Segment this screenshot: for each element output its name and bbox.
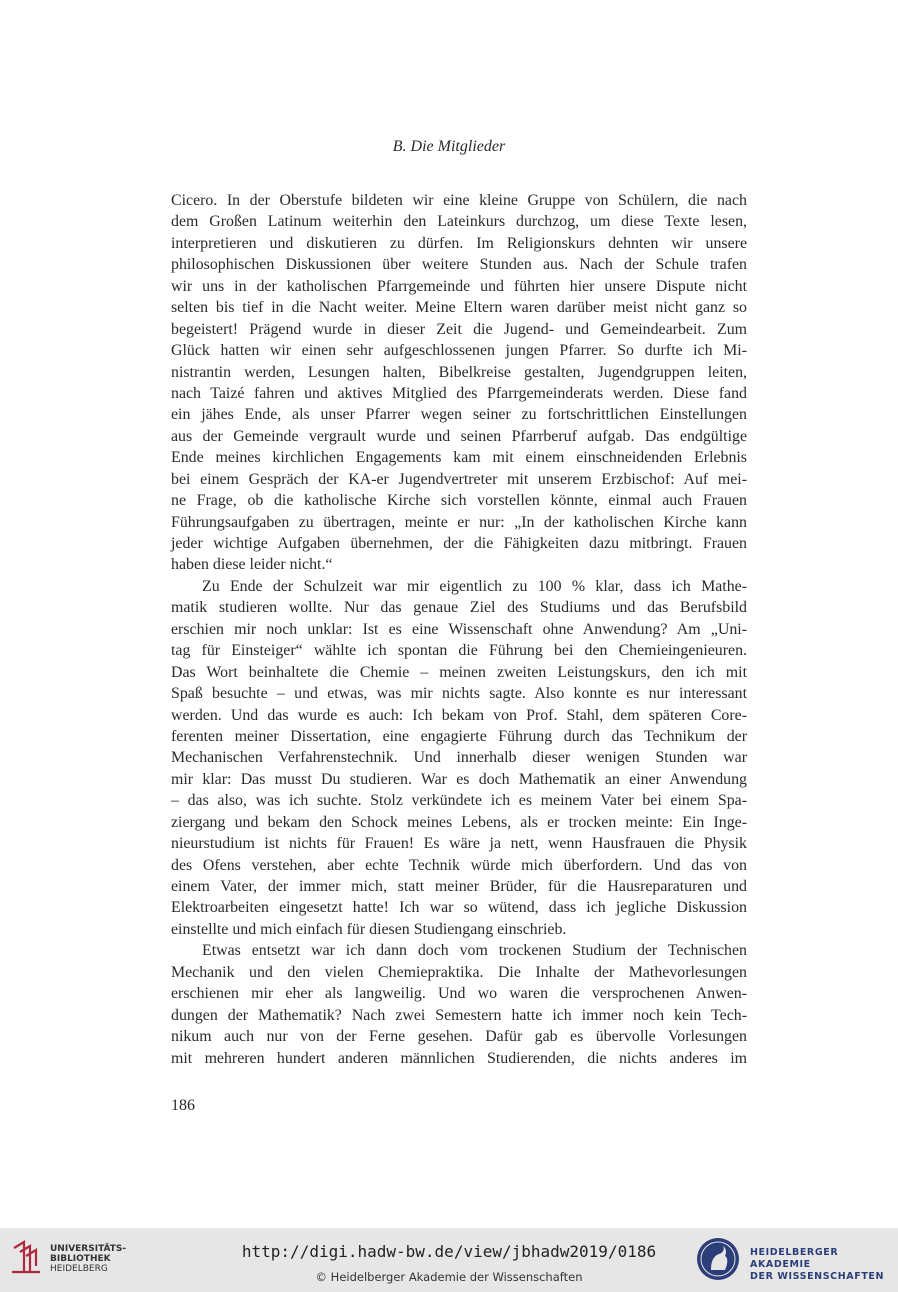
text-line: des Ofens verstehen, aber echte Technik würde mich überfordern. Und das von bbox=[171, 856, 747, 874]
text-line: philosophischen Diskussionen über weitere Stunden aus. Nach der Schule trafen bbox=[171, 256, 747, 274]
text-line: Mechanischen Verfahrenstechnik. Und innerhalb dieser wenigen Stunden war bbox=[171, 749, 747, 767]
text-line: nach Taizé fahren und aktives Mitglied des Pfarrgemeinderats werden. Diese fand bbox=[171, 384, 747, 402]
text-line: Führungsaufgaben zu übertragen, meinte er nur: „In der katholischen Kirche kann bbox=[171, 513, 747, 531]
text-line: Elektroarbeiten eingesetzt hatte! Ich war so wütend, dass ich jegliche Diskussion bbox=[171, 899, 747, 917]
text-line: einem Vater, der immer mich, statt meiner Brüder, für die Hausreparaturen und bbox=[171, 878, 747, 895]
text-line: erschienen mir eher als langweilig. Und wo waren die versprochenen Anwen- bbox=[171, 985, 747, 1003]
text-line: begeistert! Prägend wurde in dieser Zeit die Jugend- und Gemeindearbeit. Zum bbox=[171, 320, 747, 338]
text-line: jeder wichtige Aufgaben übernehmen, der die Fähigkeiten dazu mitbringt. Frauen bbox=[171, 535, 747, 552]
text-line: ne Frage, ob die katholische Kirche sich vorstellen könnte, einmal auch Frauen bbox=[171, 492, 747, 510]
academy-name-line: HEIDELBERGER AKADEMIE bbox=[750, 1247, 839, 1270]
text-line: Das Wort beinhaltete die Chemie – meinen zweiten Leistungskurs, den ich mit bbox=[171, 663, 747, 681]
footer-bar bbox=[0, 1228, 898, 1292]
text-line: dungen der Mathematik? Nach zwei Semestern hatte ich immer noch kein Tech- bbox=[171, 1006, 747, 1024]
library-name-line: UNIVERSITÄTS- bbox=[50, 1244, 127, 1254]
text-line: nistrantin werden, Lesungen halten, Bibelkreise gestalten, Jugendgruppen leiten, bbox=[171, 363, 747, 381]
text-line: nikum auch nur von der Ferne gesehen. Dafür gab es übervolle Vorlesungen bbox=[171, 1028, 747, 1046]
academy-seal-icon[interactable] bbox=[695, 1236, 741, 1282]
academy-name-line: DER WISSENSCHAFTEN bbox=[750, 1271, 885, 1282]
text-line: Mechanik und den vielen Chemiepraktika. Die Inhalte der Mathevorlesungen bbox=[171, 963, 747, 981]
text-line: einstellte und mich einfach für diesen Studiengang einschrieb. bbox=[171, 920, 567, 938]
library-name-line: BIBLIOTHEK bbox=[50, 1254, 111, 1264]
text-line: Spaß besuchte – und etwas, was mir nichts sagte. Also konnte es nur interessant bbox=[171, 685, 747, 703]
text-line: wir uns in der katholischen Pfarrgemeinde und führten hier unsere Dispute nicht bbox=[171, 277, 747, 295]
text-line: Glück hatten wir einen sehr aufgeschlossenen jungen Pfarrer. So durfte ich Mi- bbox=[171, 342, 747, 360]
text-line: Etwas entsetzt war ich dann doch vom trockenen Studium der Technischen bbox=[202, 942, 747, 960]
text-line: tag für Einsteiger“ wählte ich spontan die Führung bei den Chemieingenieuren. bbox=[171, 642, 747, 660]
text-line: Ende meines kirchlichen Engagements kam mit einem einschneidenden Erlebnis bbox=[171, 449, 747, 467]
running-head: B. Die Mitglieder bbox=[392, 138, 506, 155]
text-line: dem Großen Latinum weiterhin den Lateinkurs durchzog, um diese Texte lesen, bbox=[171, 213, 747, 231]
text-line: mir klar: Das musst Du studieren. War es doch Mathematik an einer Anwendung bbox=[171, 770, 747, 788]
text-line: ziergang und bekam den Schock meines Lebens, als er trocken meinte: Ein Inge- bbox=[171, 813, 747, 831]
text-line: ferenten meiner Dissertation, eine engagierte Führung durch das Technikum der bbox=[171, 727, 747, 745]
text-line: Cicero. In der Oberstufe bildeten wir eine kleine Gruppe von Schülern, die nach bbox=[171, 192, 747, 209]
text-line: interpretieren und diskutieren zu dürfen. Im Religionskurs dehnten wir unsere bbox=[171, 234, 747, 252]
copyright-notice: © Heidelberger Akademie der Wissenschaften bbox=[315, 1270, 583, 1284]
text-line: nieurstudium ist nichts für Frauen! Es wäre ja nett, wenn Hausfrauen die Physik bbox=[171, 835, 747, 853]
text-line: haben diese leider nicht.“ bbox=[171, 556, 333, 574]
text-line: mit mehreren hundert anderen männlichen Studierenden, die nichts anderes im bbox=[171, 1049, 747, 1067]
text-line: selten bis tief in die Nacht weiter. Meine Eltern waren darüber meist nicht ganz so bbox=[171, 299, 747, 317]
library-name-line: HEIDELBERG bbox=[50, 1264, 108, 1274]
text-line: erschien mir noch unklar: Ist es eine Wissenschaft ohne Anwendung? Am „Uni- bbox=[171, 620, 747, 638]
text-line: bei einem Gespräch der KA-er Jugendvertreter mit unserem Erzbischof: Auf mei- bbox=[171, 470, 747, 488]
academy-name bbox=[750, 1247, 898, 1283]
permalink-url[interactable]: http://digi.hadw-bw.de/view/jbhadw2019/0186 bbox=[241, 1242, 657, 1261]
body-text bbox=[171, 190, 747, 1069]
text-line: werden. Und das wurde es auch: Ich bekam von Prof. Stahl, dem späteren Core- bbox=[171, 706, 747, 724]
text-line: – das also, was ich suchte. Stolz verkündete ich es meinem Vater bei einem Spa- bbox=[171, 792, 747, 810]
page-number: 186 bbox=[171, 1097, 195, 1114]
text-line: matik studieren wollte. Nur das genaue Ziel des Studiums und das Berufsbild bbox=[171, 599, 747, 617]
text-line: ein jähes Ende, als unser Pfarrer wegen seiner zu fortschrittlichen Einstellungen bbox=[171, 406, 747, 424]
text-line: aus der Gemeinde vergrault wurde und seinen Pfarrberuf aufgab. Das endgültige bbox=[171, 427, 747, 445]
text-line: Zu Ende der Schulzeit war mir eigentlich zu 100 % klar, dass ich Mathe- bbox=[202, 577, 747, 595]
